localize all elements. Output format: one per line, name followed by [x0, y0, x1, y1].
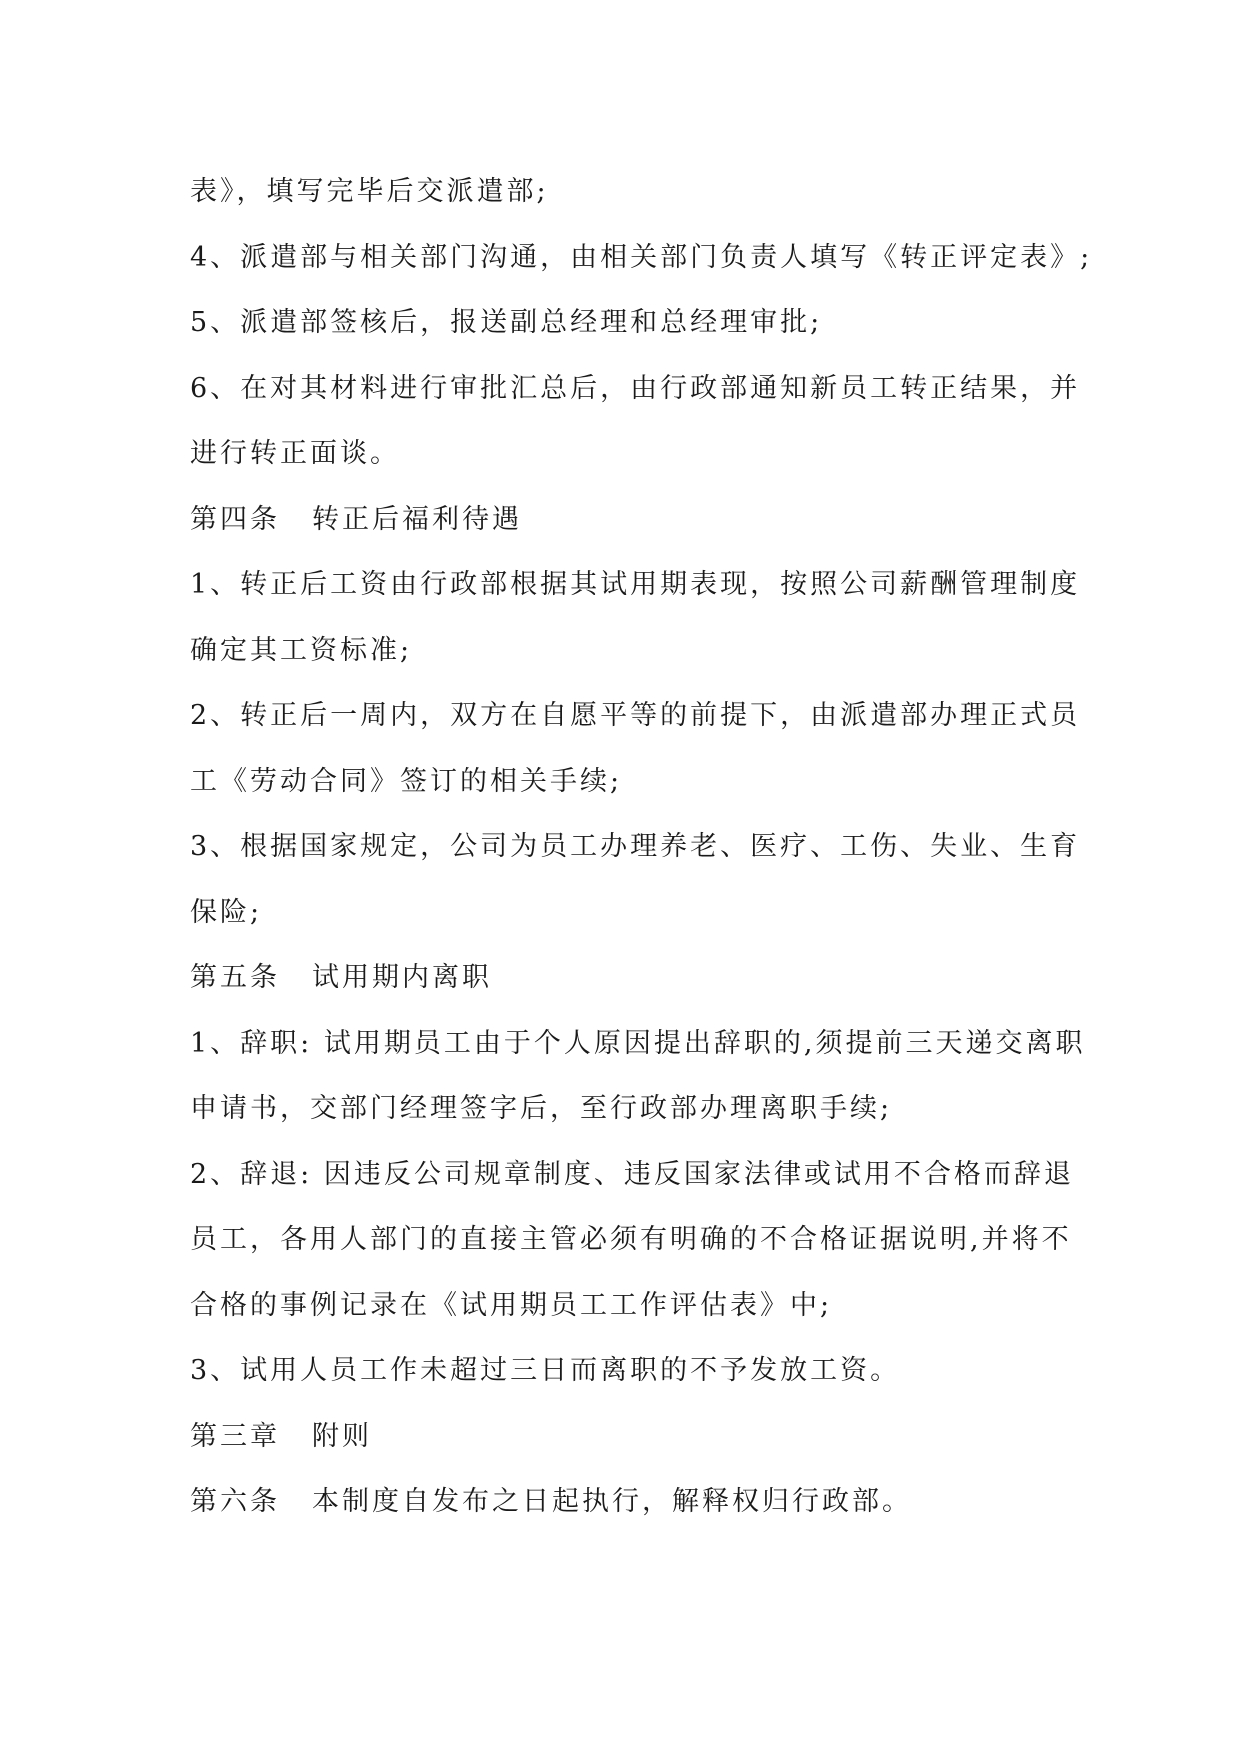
chapter-title: 附则	[312, 1420, 372, 1452]
paragraph-line: 申请书，交部门经理签字后，至行政部办理离职手续;	[190, 1093, 893, 1124]
paragraph-line: 4、派遣部与相关部门沟通，由相关部门负责人填写《转正评定表》;	[190, 241, 1093, 273]
paragraph-line: 确定其工资标准;	[190, 634, 413, 666]
article-heading	[190, 487, 1060, 553]
paragraph-line: 3、根据国家规定，公司为员工办理养老、医疗、工伤、失业、生育	[190, 831, 1081, 862]
paragraph-line: 5、派遣部签核后，报送副总经理和总经理审批;	[190, 307, 823, 338]
chapter-heading	[190, 1404, 1060, 1470]
paragraph-line: 3、试用人员工作未超过三日而离职的不予发放工资。	[190, 1355, 901, 1386]
article-number: 第五条	[190, 962, 280, 993]
article-heading	[190, 1469, 1060, 1535]
paragraph-line: 1、转正后工资由行政部根据其试用期表现，按照公司薪酬管理制度	[190, 569, 1081, 600]
paragraph-line: 6、在对其材料进行审批汇总后，由行政部通知新员工转正结果，并	[190, 372, 1081, 404]
article-number: 第四条	[190, 503, 280, 535]
article-heading	[190, 945, 1060, 1011]
paragraph-line: 员工，各用人部门的直接主管必须有明确的不合格证据说明,并将不	[190, 1224, 1072, 1255]
article-title: 试用期内离职	[312, 962, 492, 993]
article-title: 转正后福利待遇	[312, 503, 522, 535]
paragraph-line: 进行转正面谈。	[190, 438, 400, 469]
article-number: 第六条	[190, 1486, 280, 1517]
paragraph-line: 1、辞职: 试用期员工由于个人原因提出辞职的,须提前三天递交离职	[190, 1027, 1086, 1059]
paragraph-line: 合格的事例记录在《试用期员工工作评估表》中;	[190, 1289, 833, 1321]
paragraph-line: 工《劳动合同》签订的相关手续;	[190, 765, 623, 797]
paragraph-line: 保险;	[190, 896, 263, 928]
article-title: 本制度自发布之日起执行，解释权归行政部。	[312, 1486, 912, 1517]
chapter-number: 第三章	[190, 1420, 280, 1452]
paragraph-line: 2、转正后一周内，双方在自愿平等的前提下，由派遣部办理正式员	[190, 700, 1081, 731]
document-body	[190, 159, 1093, 1535]
paragraph-line: 2、辞退: 因违反公司规章制度、违反国家法律或试用不合格而辞退	[190, 1158, 1074, 1190]
paragraph-line: 表》，填写完毕后交派遣部;	[190, 176, 549, 207]
